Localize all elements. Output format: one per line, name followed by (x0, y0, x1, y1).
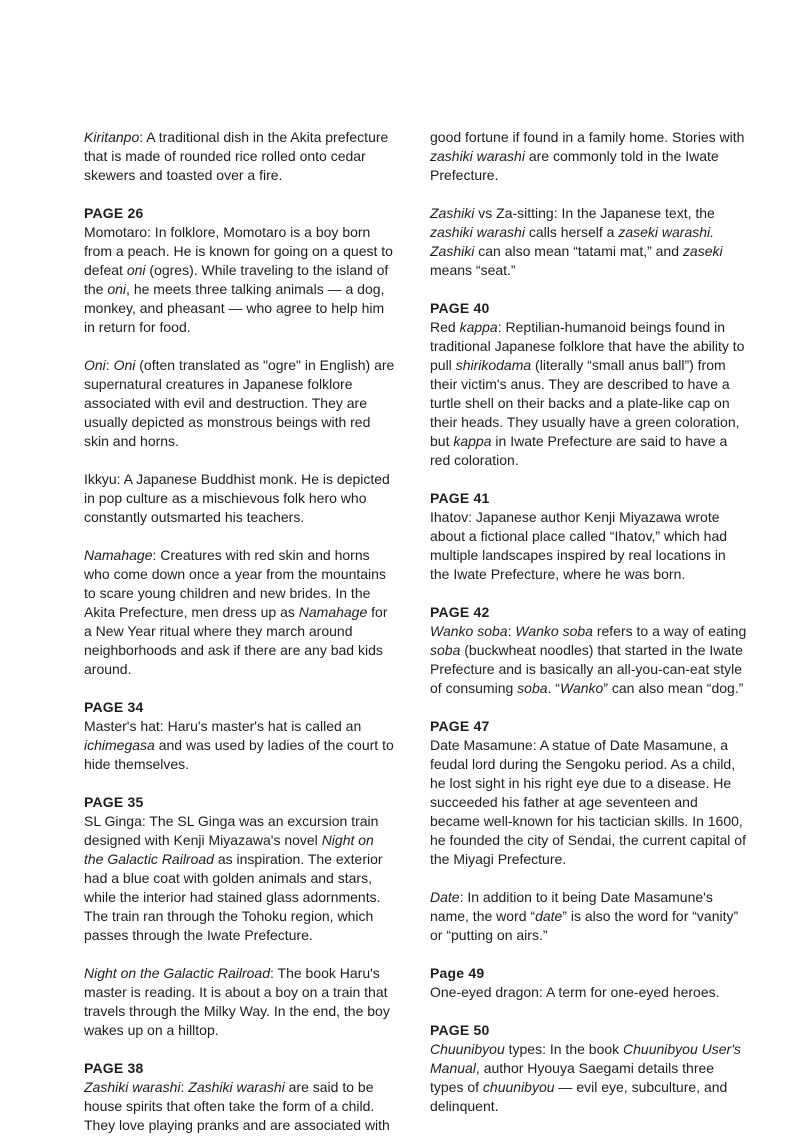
glossary-entry (84, 793, 396, 945)
entry-text: Chuunibyou types: In the book Chuunibyou User's Manual, author Hyouya Saegami details three types of chuunibyou — evil eye, subculture, and delinquent. (430, 1041, 741, 1114)
entry-text: Oni: Oni (often translated as "ogre" in English) are supernatural creatures in Japanese folklore associated with evil and destruction. They are usually depicted as monstrous beings with red skin and horns. (84, 357, 395, 449)
page-heading: PAGE 42 (430, 604, 490, 620)
page-heading: PAGE 40 (430, 300, 490, 316)
glossary-entry (84, 470, 396, 527)
glossary-entry (430, 299, 748, 470)
entry-text: Date Masamune: A statue of Date Masamune, a feudal lord during the Sengoku period. As a child, he lost sight in his right eye due to a disease. He succeeded his father at age seventeen and became well-known for his tactician skills. In 1600, he founded the city of Sendai, the current capital of the Miyagi Prefecture. (430, 737, 746, 867)
glossary-entry (84, 128, 396, 185)
glossary-entry (84, 204, 396, 337)
page-heading: PAGE 50 (430, 1022, 490, 1038)
page-heading: Page 49 (430, 965, 485, 981)
glossary-entry (430, 888, 748, 945)
glossary-entry (84, 698, 396, 774)
page-heading: PAGE 47 (430, 718, 490, 734)
glossary-entry (430, 964, 748, 1002)
entry-text: Ihatov: Japanese author Kenji Miyazawa wrote about a fictional place called “Ihatov,” which had multiple landscapes inspired by real locations in the Iwate Prefecture, where he was born. (430, 509, 728, 582)
left-column (84, 128, 396, 1148)
glossary-entry (430, 128, 748, 185)
page-heading: PAGE 34 (84, 699, 144, 715)
glossary-entry (84, 964, 396, 1040)
entry-text: Night on the Galactic Railroad: The book Haru's master is reading. It is about a boy on a train that travels through the Milky Way. In the end, the boy wakes up on a hilltop. (84, 965, 390, 1038)
glossary-entry (430, 489, 748, 584)
page-heading: PAGE 35 (84, 794, 144, 810)
glossary-entry (430, 204, 748, 280)
glossary-entry (84, 546, 396, 679)
entry-text: Red kappa: Reptilian-humanoid beings found in traditional Japanese folklore that have the ability to pull shirikodama (literally “small anus ball”) from their victim's anus. They are described to have a turtle shell on their backs and a plate-like cap on their heads. They usually have a green coloration, but kappa in Iwate Prefecture are said to have a red coloration. (430, 319, 745, 468)
entry-text: One-eyed dragon: A term for one-eyed heroes. (430, 984, 720, 1000)
entry-text: Kiritanpo: A traditional dish in the Akita prefecture that is made of rounded rice rolled onto cedar skewers and toasted over a fire. (84, 129, 389, 183)
entry-text: Momotaro: In folklore, Momotaro is a boy born from a peach. He is known for going on a quest to defeat oni (ogres). While traveling to the island of the oni, he meets three talking animals — a dog, monkey, and pheasant — who agree to help him in return for food. (84, 224, 393, 335)
page-heading: PAGE 38 (84, 1060, 144, 1076)
glossary-entry (84, 356, 396, 451)
entry-text: Namahage: Creatures with red skin and horns who come down once a year from the mountains to scare young children and new brides. In the Akita Prefecture, men dress up as Namahage for a New Year ritual where they march around neighborhoods and ask if there are any bad kids around. (84, 547, 388, 677)
entry-text: Master's hat: Haru's master's hat is called an ichimegasa and was used by ladies of the court to hide themselves. (84, 718, 394, 772)
page-heading: PAGE 41 (430, 490, 490, 506)
entry-text: good fortune if found in a family home. Stories with zashiki warashi are commonly told in the Iwate Prefecture. (430, 129, 745, 183)
glossary-entry (430, 717, 748, 869)
right-column (430, 128, 748, 1148)
entry-text: Ikkyu: A Japanese Buddhist monk. He is depicted in pop culture as a mischievous folk hero who constantly outsmarted his teachers. (84, 471, 390, 525)
glossary-entry (84, 1059, 396, 1135)
entry-text: Wanko soba: Wanko soba refers to a way of eating soba (buckwheat noodles) that started in the Iwate Prefecture and is basically an all-you-can-eat style of consuming soba. “Wanko” can also mean “dog.” (430, 623, 747, 696)
glossary-entry (430, 1021, 748, 1116)
entry-text: Zashiki warashi: Zashiki warashi are said to be house spirits that often take the form of a child. They love playing pranks and are associated with (84, 1079, 390, 1133)
entry-text: Zashiki vs Za-sitting: In the Japanese text, the zashiki warashi calls herself a zaseki warashi. Zashiki can also mean “tatami mat,” and zaseki means “seat.” (430, 205, 723, 278)
glossary-entry (430, 603, 748, 698)
entry-text: Date: In addition to it being Date Masamune's name, the word “date” is also the word for “vanity” or “putting on airs.” (430, 889, 739, 943)
entry-text: SL Ginga: The SL Ginga was an excursion train designed with Kenji Miyazawa's novel Night on the Galactic Railroad as inspiration. The exterior had a blue coat with golden animals and stars, while the interior had stained glass adornments. The train ran through the Tohoku region, which passes through the Iwate Prefecture. (84, 813, 383, 943)
page-heading: PAGE 26 (84, 205, 144, 221)
